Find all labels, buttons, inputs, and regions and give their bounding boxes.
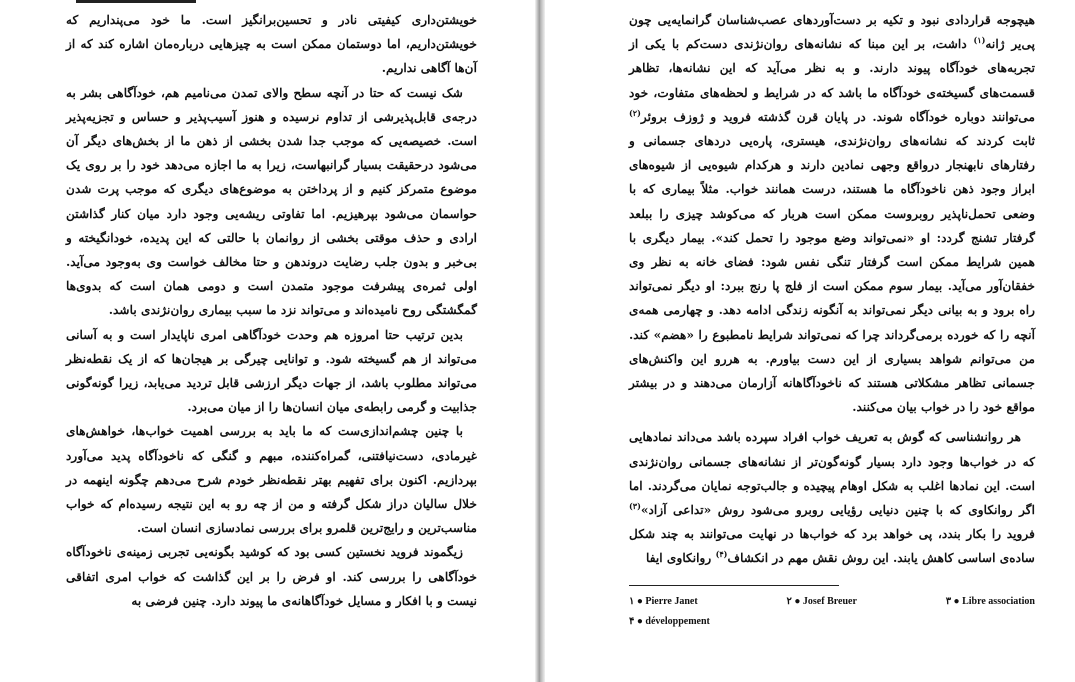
text-run: فروید را بکار بندد، پی خواهد برد که خواب‌ها در نهایت می‌توانند به چند شکل ساده‌ی اساسی کاهش یابند. این روش نقش مهم در انکشاف — [629, 527, 1035, 566]
footnotes — [629, 592, 1035, 632]
paragraph: بدین ترتیب حتا امروزه هم وحدت خودآگاهی امری ناپایدار است و به آسانی می‌تواند از هم گسیخته شود. و توانایی چیرگی بر هیجان‌ها که از یک نقطه‌نظر می‌تواند مطلوب باشد، از جهات دیگر ارزشی قابل تردید می‌یابد، زیرا گونه‌گونی جذابیت و گرمی رابطه‌ی میان انسان‌ها را از میان می‌برد. — [66, 327, 477, 415]
left-page-text — [66, 8, 477, 613]
paragraph: خویشتن‌داری کیفیتی نادر و تحسین‌برانگیز است. ما خود می‌پنداریم که خویشتن‌داریم، اما دوستمان ممکن است به چیزهایی درباره‌مان اشاره کند که از آن‌ها آگاهی نداریم. — [66, 13, 477, 76]
footnote-ref: (۴) — [715, 549, 728, 560]
footnote-2: ۲ ● Josef Breuer — [786, 595, 857, 607]
footnote-3: ۳ ● Libre association — [945, 595, 1035, 607]
top-rule — [76, 0, 196, 3]
footnote-4: ۴ ● développement — [629, 615, 710, 627]
right-page — [545, 0, 1075, 682]
paragraph — [629, 425, 1035, 570]
text-run: هر روانشناسی که گوش به تعریف خواب افراد سپرده باشد می‌داند نمادهایی که در خواب‌ها وجود دارد بسیار گونه‌گون‌تر از نشانه‌های جسمانی روان‌نژندی است. این نمادها اغلب به شکل اوهام پیچیده و جالب‌توجه نمایان می‌گردند. اما اگر روانکاوی که با چنین دنیایی رؤیایی روبرو می‌شود روش «تداعی آزاد» — [629, 430, 1035, 518]
text-run: روانکاوی ایفا — [646, 551, 716, 566]
paragraph — [629, 8, 1035, 419]
footnote-ref: (۲) — [629, 107, 641, 118]
text-run: داشت، بر این مبنا که نشانه‌های روان‌نژندی دست‌کم با یکی از تجربه‌های خودآگاه پیوند دارند. و به نظر می‌آید که این نشانه‌ها، تظاهر قسمت‌های گسیخته‌ی خودآگاه ما باشد که در شرایط و لحظه‌های متفاوت، خود می‌توانند دوباره خودآگاه شوند. در پایان قرن گذشته فروید و ژوزف بروئر — [629, 37, 1035, 124]
left-page — [0, 0, 535, 682]
right-page-text — [629, 8, 1035, 571]
text-run: ثابت کردند که نشانه‌های روان‌نژندی، هیستری، پاره‌یی دردهای جسمانی و رفتارهای نابهنجار درواقع وجهی نمادین دارند و هرکدام شیوه‌یی از شیوه‌های ابراز وجود ذهن ناخودآگاه ما هستند، درست همانند خواب. مثلاً بیماری که با وضعی تحمل‌ناپذیر روبروست ممکن است هربار که می‌کوشد چیزی را ببلعد گرفتار تشنج گردد: او «نمی‌تواند وضع موجود را تحمل کند». بیمار دیگری با همین شرایط ممکن است گرفتار تنگی نفس شود: فضای خانه به نظر وی خفقان‌آور می‌آید. بیمار سوم ممکن است از فلج پا رنج ببرد: او دیگر نمی‌تواند راه برود و به بیانی دیگر نمی‌تواند به آنگونه زندگی ادامه دهد. و چهارمی همه‌ی آنچه را که خورده برمی‌گرداند چرا که نمی‌تواند شرایط نامطبوع را «هضم» کند. من می‌توانم شواهد بسیاری از این دست بیاورم. به هررو این واکنش‌های جسمانی تظاهر مشکلاتی هستند که ناخودآگاهانه آزارمان می‌دهند و در بیشتر مواقع خود را در خواب بیان می‌کنند. — [629, 134, 1035, 415]
footnote-divider — [629, 585, 839, 586]
text-run: هیچوجه قراردادی نبود و تکیه بر دست‌آوردهای عصب‌شناسان گرانمایه‌یی چون پی‌یر ژانه — [629, 13, 1035, 52]
paragraph: زیگموند فروید نخستین کسی بود که کوشید بگونه‌یی تجربی زمینه‌ی ناخودآگاه خودآگاهی را بررسی کند. او فرض را بر این گذاشت که خواب امری اتفاقی نیست و با افکار و مسایل خودآگاهانه‌ی ما پیوند دارد. چنین فرضی به — [66, 545, 477, 608]
book-gutter — [535, 0, 545, 682]
paragraph: با چنین چشم‌اندازی‌ست که ما باید به بررسی اهمیت خواب‌ها، خواهش‌های غیرمادی، دست‌نیافتنی، گمراه‌کننده، مبهم و گنگی که ناخودآگاه پدید می‌آورد بپردازیم. اکنون برای تفهیم بهتر نقطه‌نظر خودم شرح می‌دهم چگونه اینهمه در خلال سالیان دراز شکل گرفته و من از چه رو به این نتیجه رسیده‌ام که خواب مناسب‌ترین و رایج‌ترین قلمرو برای بررسی نمادسازی انسان است. — [66, 424, 477, 536]
footnote-1: ۱ ● Pierre Janet — [629, 595, 698, 607]
paragraph: شک نیست که حتا در آنچه سطح والای تمدن می‌نامیم هم، خودآگاهی بشر به درجه‌ی قابل‌پذیرشی از تداوم نرسیده و هنوز آسیب‌پذیر و حساس و تجزیه‌پذیر است. خصیصه‌یی که موجب جدا شدن بخشی از ذهن ما از بخش‌های دیگر آن می‌شود درحقیقت بسیار گرانبهاست، زیرا به ما اجازه می‌دهد خود را بر روی یک موضوع متمرکز کنیم و از پرداختن به موضوع‌های دیگری که موجب پرت شدن حواسمان می‌شود بپرهیزیم. اما تفاوتی ریشه‌یی وجود دارد میان کنار گذاشتن ارادی و حذف موقتی بخشی از روانمان با حالتی که این پدیده، خودانگیخته و بی‌خبر و بدون جلب رضایت دروندهن و حتا مخالف خواست وی به‌وجود می‌آید. اولی ثمره‌ی پیشرفت موجود متمدن است و دومی همان است که بدوی‌ها گمگشتگی روح نامیده‌اند و می‌تواند نزد ما سبب بیماری روان‌نژندی باشد. — [66, 85, 477, 318]
footnote-ref: (۳) — [629, 501, 641, 511]
footnote-ref: (۱) — [973, 35, 986, 46]
